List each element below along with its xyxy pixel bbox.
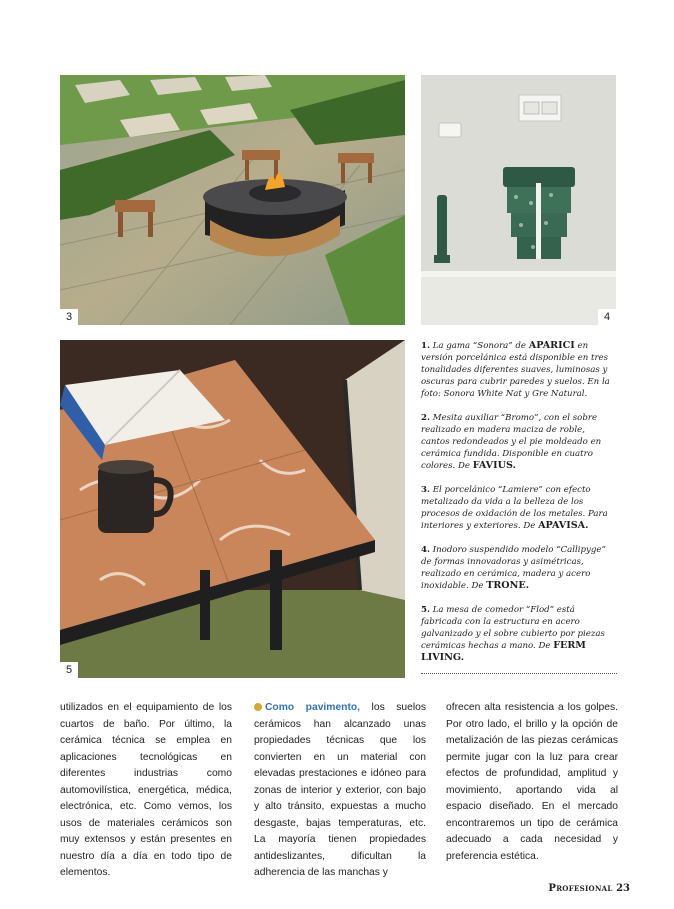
body-column-2: Como pavimento, los suelos cerámicos han alcanzado unas propiedades técnicas que los convierten en un material con elevadas prestaciones e idóneo para zonas de interior y exterior, con bajo y alto tránsito, expuestas a mucho desgaste, bajas temperaturas, etc. La mayoría tienen propiedades antideslizantes, dificultan la adherencia de las manchas y <box>254 702 426 878</box>
caption-divider <box>421 673 617 674</box>
toilet-illustration <box>421 75 616 325</box>
caption-4: 4. Inodoro suspendido modelo “Callipyge” de formas innovadoras y asimétricas, realizado en cerámica, madera y acero inoxidable. De TRONE. <box>421 545 606 591</box>
photo-4-suspended-toilet <box>421 75 616 325</box>
magazine-name: Profesional <box>548 883 613 894</box>
garden-firepit-illustration <box>60 75 405 325</box>
photo-number-badge: 4 <box>598 309 616 325</box>
page-number: 23 <box>616 883 630 894</box>
photo-3-garden-firepit <box>60 75 405 325</box>
caption-2: 2. Mesita auxiliar “Bromo”, con el sobre realizado en madera maciza de roble, cantos redondeados y el pie moldeado en cerámica fundida. Disponible en cuatro colores. De FAVIUS. <box>421 413 602 471</box>
section-lead: Como pavimento, <box>265 702 361 713</box>
caption-1: 1. La gama “Sonora” de APARICI en versión porcelánica está disponible en tres tonalidades diferentes suaves, luminosas y oscuras para cubrir paredes y suelos. En la foto: Sonora White Nat y Gre Natural. <box>421 340 610 399</box>
section-bullet-icon <box>254 703 262 711</box>
caption-3: 3. El porcelánico “Lamiere” con efecto metalizado da vida a la belleza de los procesos de oxidación de los metales. Para interiores y exteriores. De APAVISA. <box>421 485 608 531</box>
caption-5: 5. La mesa de comedor “Flod” está fabricada con la estructura en acero galvanizado y el sobre cubierto por piezas cerámicas hechas a mano. De FERM LIVING. <box>421 605 605 663</box>
photo-captions <box>421 340 616 676</box>
body-column-1: utilizados en el equipamiento de los cuartos de baño. Por último, la cerámica técnica se emplea en aplicaciones tecnológicas en diferentes industrias como automovilística, energética, médica, electrónica, etc. Como vemos, los usos de materiales cerámicos son muy extensos y están presentes en nuestro día a día en todo tipo de elementos. <box>60 702 232 878</box>
page-footer <box>548 883 630 894</box>
photo-number-badge: 3 <box>60 309 78 325</box>
ceramic-table-illustration <box>60 340 405 678</box>
photo-number-badge: 5 <box>60 662 78 678</box>
body-column-3: ofrecen alta resistencia a los golpes. Por otro lado, el brillo y la opción de metalización de las piezas cerámicas permite jugar con la luz para crear efectos de profundidad, amplitud y movimiento, aportando vida al espacio diseñado. En el mercado encontraremos un tipo de cerámica adecuado a cada necesidad y preferencia estética. <box>446 702 618 862</box>
photo-5-ceramic-table <box>60 340 405 678</box>
